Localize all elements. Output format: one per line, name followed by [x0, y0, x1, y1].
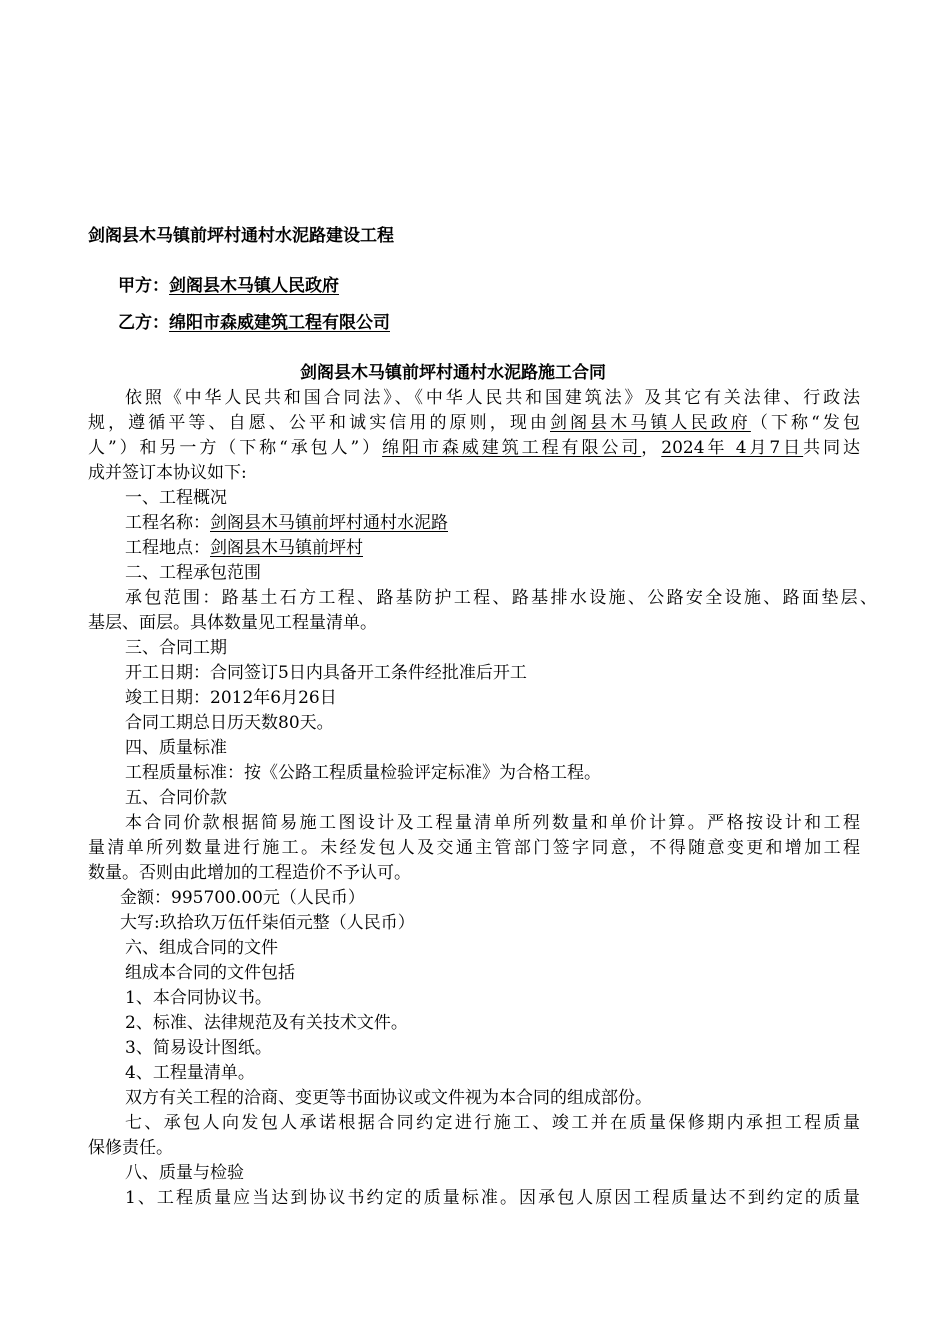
employer-name: 剑阁县木马镇人民政府	[550, 413, 751, 433]
party-b-label: 乙方：	[118, 313, 169, 333]
start-date-line: 开工日期：合同签订5日内具备开工条件经批准后开工	[125, 663, 527, 683]
project-site-line: 工程地点：剑阁县木马镇前坪村	[125, 538, 363, 558]
price-line-3: 数量。否则由此增加的工程造价不予认可。	[88, 863, 411, 883]
section-1-heading: 一、工程概况	[125, 488, 227, 508]
documents-intro: 组成本合同的文件包括	[125, 963, 295, 983]
project-site-value: 剑阁县木马镇前坪村	[210, 538, 363, 558]
section-6-heading: 六、组成合同的文件	[125, 938, 278, 958]
duration-line: 合同工期总日历天数80天。	[125, 713, 334, 733]
contract-title: 剑阁县木马镇前坪村通村水泥路施工合同	[300, 363, 606, 383]
quality-standard-line: 工程质量标准：按《公路工程质量检验评定标准》为合格工程。	[125, 763, 601, 783]
price-line-2: 量清单所列数量进行施工。未经发包人及交通主管部门签字同意，不得随意变更和增加工程	[88, 838, 860, 858]
party-b-name: 绵阳市森威建筑工程有限公司	[169, 313, 390, 333]
intro-line-4: 成并签订本协议如下:	[88, 463, 247, 483]
end-date-line: 竣工日期：2012年6月26日	[125, 688, 337, 708]
party-a-label: 甲方：	[118, 276, 169, 296]
project-heading: 剑阁县木马镇前坪村通村水泥路建设工程	[88, 226, 394, 246]
section-3-heading: 三、合同工期	[125, 638, 227, 658]
contractor-name: 绵阳市森威建筑工程有限公司	[382, 438, 642, 458]
document-item-1: 1、本合同协议书。	[125, 988, 272, 1008]
amount-line: 金额：995700.00元（人民币）	[120, 888, 365, 908]
section-4-heading: 四、质量标准	[125, 738, 227, 758]
project-name-line: 工程名称：剑阁县木马镇前坪村通村水泥路	[125, 513, 448, 533]
scope-line-2: 基层、面层。具体数量见工程量清单。	[88, 613, 377, 633]
section-2-heading: 二、工程承包范围	[125, 563, 261, 583]
party-a-name: 剑阁县木马镇人民政府	[169, 276, 339, 296]
document-item-3: 3、简易设计图纸。	[125, 1038, 272, 1058]
intro-line-3: 人”）和另一方（下称“承包人”）绵阳市森威建筑工程有限公司，2024年 4月7日共同达	[88, 438, 861, 458]
section-7-line-2: 保修责任。	[88, 1138, 173, 1158]
price-line-1: 本合同价款根据简易施工图设计及工程量清单所列数量和单价计算。严格按设计和工程	[125, 813, 860, 833]
document-item-4: 4、工程量清单。	[125, 1063, 255, 1083]
section-5-heading: 五、合同价款	[125, 788, 227, 808]
project-name-value: 剑阁县木马镇前坪村通村水泥路	[210, 513, 448, 533]
sign-date: 2024年 4月7日	[661, 438, 804, 458]
documents-note: 双方有关工程的洽商、变更等书面协议或文件视为本合同的组成部份。	[125, 1088, 652, 1108]
intro-line-1: 依照《中华人民共和国合同法》、《中华人民共和国建筑法》及其它有关法律、行政法	[125, 388, 860, 408]
party-b-line	[118, 311, 390, 335]
section-7-line-1: 七、承包人向发包人承诺根据合同约定进行施工、竣工并在质量保修期内承担工程质量	[125, 1113, 860, 1133]
party-a-line	[118, 274, 339, 298]
scope-line-1: 承包范围：路基土石方工程、路基防护工程、路基排水设施、公路安全设施、路面垫层、	[125, 588, 877, 608]
section-8-line-1: 1、工程质量应当达到协议书约定的质量标准。因承包人原因工程质量达不到约定的质量	[125, 1188, 860, 1208]
section-8-heading: 八、质量与检验	[125, 1163, 244, 1183]
amount-words-line: 大写:玖拾玖万伍仟柒佰元整（人民币）	[120, 913, 415, 933]
document-item-2: 2、标准、法律规范及有关技术文件。	[125, 1013, 408, 1033]
intro-line-2: 规，遵循平等、自愿、公平和诚实信用的原则，现由剑阁县木马镇人民政府（下称“发包	[88, 413, 860, 433]
